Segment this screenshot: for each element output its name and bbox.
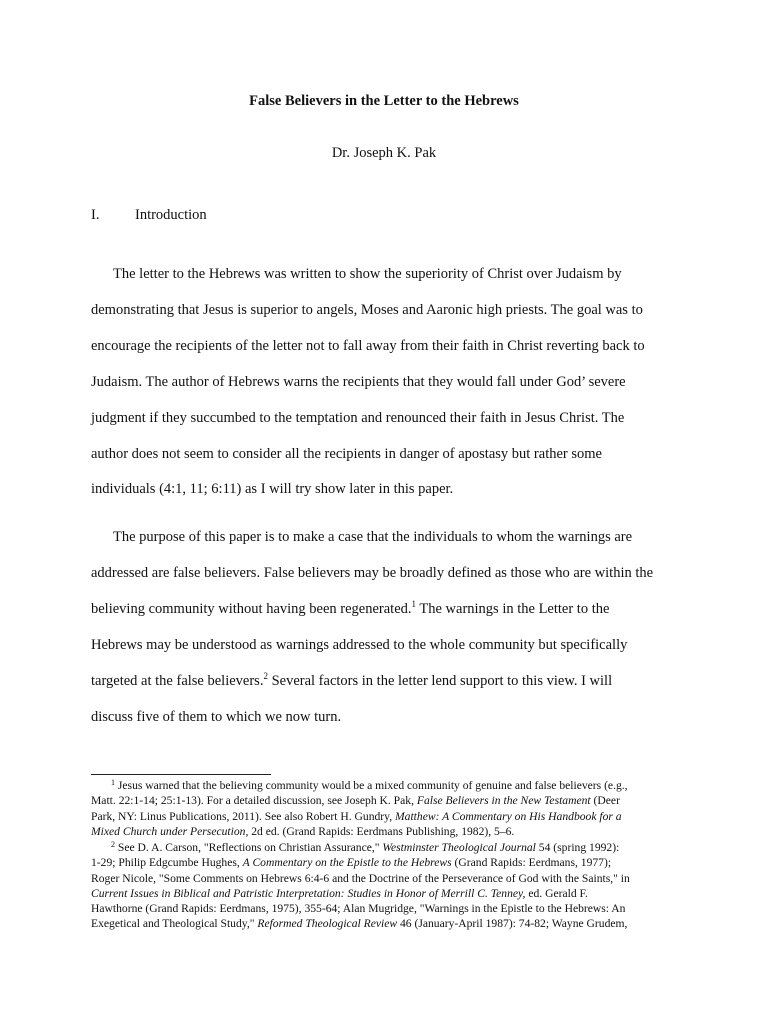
paragraph-line: demonstrating that Jesus is superior to angels, Moses and Aaronic high priests. The goal was to — [91, 301, 643, 318]
footnote-line — [91, 809, 681, 824]
footnote-line — [91, 824, 681, 839]
text-run: 46 (January-April 1987): 74-82; Wayne Grudem, — [397, 917, 628, 931]
text-run: targeted at the false believers. — [91, 672, 264, 689]
footnote-line — [91, 916, 681, 931]
document-author: Dr. Joseph K. Pak — [331, 145, 437, 161]
footnote-mark: 1 — [111, 778, 115, 787]
section-title: Introduction — [135, 207, 207, 223]
footnote-line — [91, 793, 681, 808]
paragraph-line: addressed are false believers. False believers may be broadly defined as those who are within the — [91, 564, 654, 581]
paragraph-line: Hebrews may be understood as warnings addressed to the whole community but specifically — [91, 636, 628, 653]
text-run: See D. A. Carson, "Reflections on Christian Assurance," — [115, 841, 383, 854]
footnote-line: Roger Nicole, "Some Comments on Hebrews 6:4-6 and the Doctrine of the Perseverance of God with the Saints," in — [91, 871, 630, 885]
paragraph-line — [91, 592, 681, 628]
text-run: ed. Gerald F. — [525, 886, 588, 900]
paragraph-line: author does not seem to consider all the recipients in danger of apostasy but rather some — [91, 445, 602, 462]
book-title: False Believers in the New Testament — [416, 794, 591, 808]
paragraph-line: The letter to the Hebrews was written to show the superiority of Christ over Judaism by — [113, 266, 622, 282]
book-title: Current Issues in Biblical and Patristic Interpretation: Studies in Honor of Merrill C. Tenney, — [91, 886, 526, 900]
text-run: 54 (spring 1992): — [535, 841, 620, 854]
book-title: A Commentary on the Epistle to the Hebrews — [242, 856, 452, 870]
text-run: Several factors in the letter lend support to this view. I will — [267, 672, 613, 689]
footnote-mark: 2 — [111, 840, 115, 849]
text-run: (Grand Rapids: Eerdmans, 1977); — [451, 856, 612, 870]
footnote-line — [91, 778, 681, 793]
paragraph-line — [91, 664, 681, 700]
journal-title: Reformed Theological Review — [257, 917, 398, 931]
footnote-line — [91, 855, 681, 870]
paragraph-line: individuals (4:1, 11; 6:11) as I will try show later in this paper. — [91, 481, 454, 498]
paragraph-2 — [91, 520, 681, 735]
footnote-line — [91, 886, 681, 901]
footnote-1 — [91, 778, 681, 839]
text-run: 1-29; Philip Edgcumbe Hughes, — [91, 856, 243, 870]
text-run: The warnings in the Letter to the — [416, 600, 610, 617]
footnote-line — [91, 840, 681, 855]
footnote-separator — [91, 774, 271, 775]
footnote-line: Hawthorne (Grand Rapids: Eerdmans, 1975), 355-64; Alan Mugridge, "Warnings in the Epistle to the Hebrews: An — [91, 902, 626, 916]
book-title: Mixed Church under Persecution, — [91, 824, 249, 838]
paragraph-line: judgment if they succumbed to the temptation and renounced their faith in Jesus Christ. The — [91, 409, 625, 426]
section-number: I. — [91, 207, 100, 223]
paragraph-line: Judaism. The author of Hebrews warns the recipients that they would fall under God’ severe — [91, 373, 626, 390]
section-heading — [91, 207, 207, 224]
text-run: Exegetical and Theological Study," — [91, 917, 258, 931]
document-title: False Believers in the Letter to the Hebrews — [249, 93, 519, 109]
footnote-ref-2[interactable]: 2 — [263, 670, 268, 681]
book-title: Matthew: A Commentary on His Handbook for a — [395, 809, 622, 823]
paragraph-line: discuss five of them to which we now turn. — [91, 708, 342, 725]
journal-title: Westminster Theological Journal — [382, 841, 536, 854]
text-run: believing community without having been regenerated. — [91, 600, 412, 617]
text-run: Jesus warned that the believing community would be a mixed community of genuine and false believers (e.g., — [115, 779, 628, 792]
footnote-2 — [91, 840, 681, 932]
paragraph-1 — [91, 257, 681, 508]
footnote-ref-1[interactable]: 1 — [411, 598, 417, 609]
text-run: Matt. 22:1-14; 25:1-13). For a detailed discussion, see Joseph K. Pak, — [91, 794, 417, 808]
paragraph-line: The purpose of this paper is to make a case that the individuals to whom the warnings are — [113, 529, 633, 545]
paragraph-line: encourage the recipients of the letter not to fall away from their faith in Christ reverting back to — [91, 337, 645, 354]
text-run: Park, NY: Linus Publications, 2011). See also Robert H. Gundry, — [91, 809, 395, 823]
text-run: (Deer — [590, 794, 620, 808]
text-run: 2d ed. (Grand Rapids: Eerdmans Publishing, 1982), 5–6. — [248, 824, 515, 838]
